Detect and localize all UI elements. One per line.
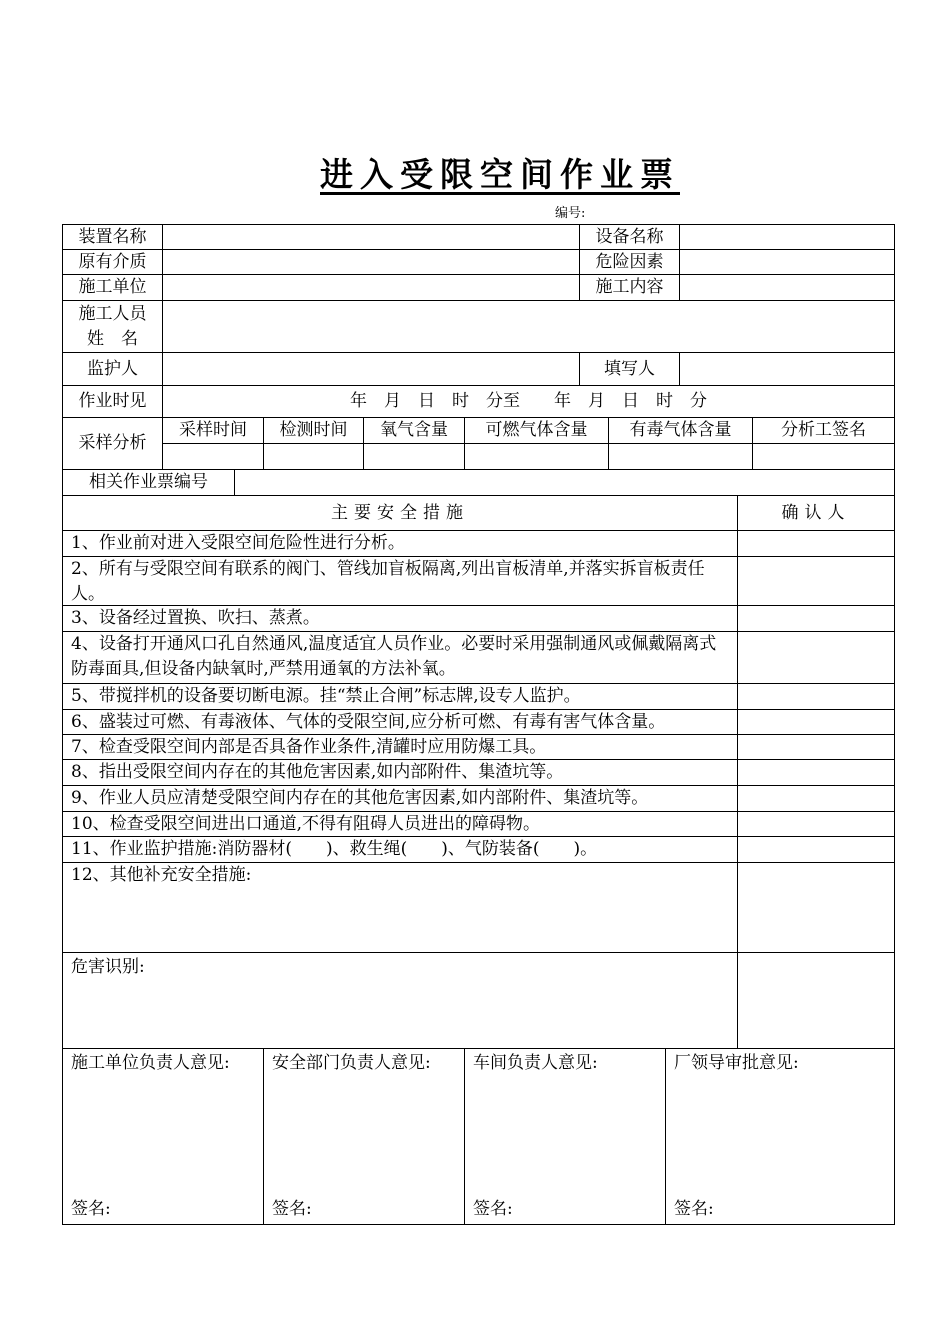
toxic-gas-header: 有毒气体含量 — [608, 417, 753, 444]
confirmer-field[interactable] — [737, 530, 895, 557]
supplementary-measures-field[interactable] — [62, 862, 738, 953]
signature-label: 签名: — [674, 1199, 714, 1219]
measure-item: 8、指出受限空间内存在的其他危害因素,如内部附件、集渣坑等。 — [62, 759, 738, 786]
construction-unit-field[interactable] — [162, 274, 580, 301]
measure-item: 2、所有与受限空间有联系的阀门、管线加盲板隔离,列出盲板清单,并落实拆盲板责任人。 — [62, 556, 738, 606]
construction-unit-label: 施工单位 — [62, 274, 163, 301]
measure-item: 3、设备经过置换、吹扫、蒸煮。 — [62, 605, 738, 632]
signature-label: 签名: — [71, 1199, 111, 1219]
measure-item: 9、作业人员应清楚受限空间内存在的其他危害因素,如内部附件、集渣坑等。 — [62, 785, 738, 812]
original-medium-field[interactable] — [162, 249, 580, 275]
approval-construction-unit[interactable] — [62, 1048, 264, 1225]
related-ticket-field[interactable] — [234, 469, 895, 496]
approval-safety-department[interactable] — [263, 1048, 465, 1225]
detection-time-field[interactable] — [263, 443, 364, 470]
confirmer-field[interactable] — [737, 836, 895, 863]
device-name-label: 装置名称 — [62, 224, 163, 250]
serial-number-label: 编号: — [555, 206, 586, 221]
combustible-gas-field[interactable] — [464, 443, 609, 470]
device-name-field[interactable] — [162, 224, 580, 250]
equipment-name-field[interactable] — [679, 224, 895, 250]
confirmer-field[interactable] — [737, 556, 895, 606]
document-title: 进入受限空间作业票 — [320, 155, 680, 194]
hazard-factors-field[interactable] — [679, 249, 895, 275]
worker-names-field[interactable] — [162, 300, 895, 353]
construction-content-field[interactable] — [679, 274, 895, 301]
hazard-identification-label: 危害识别: — [71, 957, 145, 977]
measure-item: 4、设备打开通风口孔自然通风,温度适宜人员作业。必要时采用强制通风或佩戴隔离式防毒面具,但设备内缺氧时,严禁用通氧的方法补氧。 — [62, 631, 738, 684]
toxic-gas-field[interactable] — [608, 443, 753, 470]
confirmer-field[interactable] — [737, 811, 895, 837]
measure-item: 7、检查受限空间内部是否具备作业条件,清罐时应用防爆工具。 — [62, 734, 738, 760]
confirmer-field[interactable] — [737, 785, 895, 812]
oxygen-content-header: 氧气含量 — [363, 417, 465, 444]
construction-content-label: 施工内容 — [579, 274, 680, 301]
safety-measures-header: 主要安全措施 — [62, 495, 738, 531]
confirmer-field[interactable] — [737, 952, 895, 1049]
approval-workshop[interactable] — [464, 1048, 666, 1225]
work-time-value: 年 月 日 时 分至 年 月 日 时 分 — [350, 391, 707, 411]
supplementary-measures-label: 12、其他补充安全措施: — [71, 865, 252, 885]
sampling-time-field[interactable] — [162, 443, 264, 470]
measure-item: 5、带搅拌机的设备要切断电源。挂“禁止合闸”标志牌,设专人监护。 — [62, 683, 738, 710]
approval-factory-leader[interactable] — [665, 1048, 895, 1225]
approval-label: 施工单位负责人意见: — [71, 1053, 230, 1073]
confirmer-field[interactable] — [737, 631, 895, 684]
hazard-factors-label: 危险因素 — [579, 249, 680, 275]
analyst-signature-header: 分析工签名 — [752, 417, 895, 444]
work-time-field[interactable] — [162, 385, 895, 418]
original-medium-label: 原有介质 — [62, 249, 163, 275]
approval-label: 厂领导审批意见: — [674, 1053, 799, 1073]
confirmer-field[interactable] — [737, 605, 895, 632]
sampling-analysis-label: 采样分析 — [62, 417, 163, 470]
work-time-label: 作业时见 — [62, 385, 163, 418]
approval-label: 安全部门负责人意见: — [272, 1053, 431, 1073]
confirmer-field[interactable] — [737, 683, 895, 710]
measure-item: 10、检查受限空间进出口通道,不得有阻碍人员进出的障碍物。 — [62, 811, 738, 837]
related-ticket-label: 相关作业票编号 — [62, 469, 235, 496]
worker-names-label: 施工人员 姓 名 — [62, 300, 163, 353]
approval-label: 车间负责人意见: — [473, 1053, 598, 1073]
confirmer-field[interactable] — [737, 862, 895, 953]
combustible-gas-header: 可燃气体含量 — [464, 417, 609, 444]
confirmer-field[interactable] — [737, 759, 895, 786]
signature-label: 签名: — [272, 1199, 312, 1219]
confirmer-field[interactable] — [737, 734, 895, 760]
hazard-identification-field[interactable] — [62, 952, 738, 1049]
detection-time-header: 检测时间 — [263, 417, 364, 444]
signature-label: 签名: — [473, 1199, 513, 1219]
sampling-time-header: 采样时间 — [162, 417, 264, 444]
analyst-signature-field[interactable] — [752, 443, 895, 470]
guardian-label: 监护人 — [62, 352, 163, 386]
confirmer-field[interactable] — [737, 709, 895, 735]
equipment-name-label: 设备名称 — [579, 224, 680, 250]
measure-item: 1、作业前对进入受限空间危险性进行分析。 — [62, 530, 738, 557]
guardian-field[interactable] — [162, 352, 580, 386]
filler-field[interactable] — [679, 352, 895, 386]
measure-item: 6、盛装过可燃、有毒液体、气体的受限空间,应分析可燃、有毒有害气体含量。 — [62, 709, 738, 735]
oxygen-content-field[interactable] — [363, 443, 465, 470]
measure-item: 11、作业监护措施:消防器材( )、救生绳( )、气防装备( )。 — [62, 836, 738, 863]
confirmer-header: 确认人 — [737, 495, 895, 531]
filler-label: 填写人 — [579, 352, 680, 386]
